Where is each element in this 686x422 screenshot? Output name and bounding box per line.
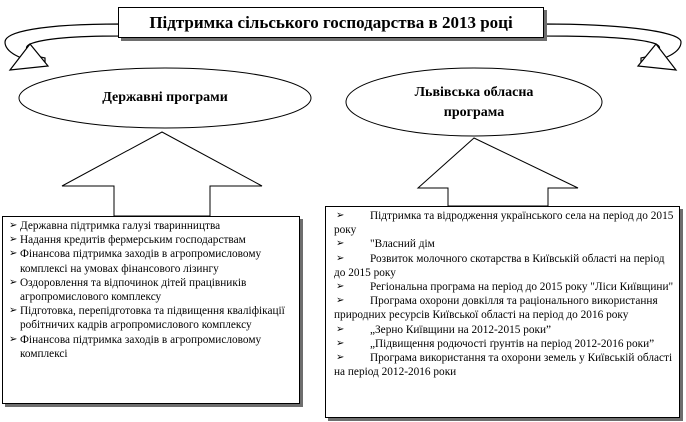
list-item <box>334 252 675 280</box>
diagram-title: Підтримка сільського господарства в 2013 році <box>118 7 544 38</box>
list-item <box>9 233 296 247</box>
list-item-text: Підготовка, перепідготовка та підвищення кваліфікації робітничих кадрів агропромислового комплексу <box>20 305 285 332</box>
regional-program-up-arrow <box>418 138 578 206</box>
list-item <box>9 304 296 332</box>
list-item <box>334 237 675 251</box>
list-item <box>334 323 675 337</box>
list-item-text: Підтримка та відродження українського села на період до 2015 року <box>334 210 674 237</box>
list-item <box>9 247 296 275</box>
list-item <box>334 351 675 379</box>
list-item-text: Програма охорони довкілля та раціонального використання природних ресурсів Київської області на період до 2016 року <box>334 295 658 322</box>
list-item <box>9 333 296 361</box>
list-item-text: Програма використання та охорони земель у Київській області на період 2012-2016 роки <box>334 352 673 379</box>
state-programs-list <box>9 219 296 361</box>
list-item-text: "Власний дім <box>370 238 435 251</box>
list-item <box>334 209 675 237</box>
list-item-text: Регіональна програма на період до 2015 року "Ліси Київщини" <box>370 281 674 294</box>
arrow-bullet-icon: ➢ <box>336 323 345 335</box>
arrow-bullet-icon: ➢ <box>9 234 18 246</box>
arrow-bullet-icon: ➢ <box>9 276 18 288</box>
list-item-text: Фінансова підтримка заходів в агропромисловому комплексі на умовах фінансового лізингу <box>20 248 262 275</box>
arrow-bullet-icon: ➢ <box>336 210 345 221</box>
list-item <box>334 337 675 351</box>
arrow-bullet-icon: ➢ <box>336 352 345 364</box>
state-programs-up-arrow <box>62 132 262 216</box>
arrow-bullet-icon: ➢ <box>336 238 345 250</box>
list-item-text: „Підвищення родючості ґрунтів на період 2012-2016 роки” <box>370 337 655 350</box>
list-item-text: Оздоровлення та відпочинок дітей працівників агропромислового комплексу <box>20 276 247 304</box>
list-item-text: „Зерно Київщини на 2012-2015 роки” <box>370 323 552 336</box>
list-item <box>334 294 675 322</box>
list-item-text: Розвиток молочного скотарства в Київській області на період до 2015 року <box>334 252 665 279</box>
regional-program-label: Львівська обласна програма <box>414 85 534 120</box>
arrow-bullet-icon: ➢ <box>9 305 18 317</box>
arrow-bullet-icon: ➢ <box>336 337 345 349</box>
list-item <box>9 219 296 233</box>
arrow-bullet-icon: ➢ <box>9 220 18 231</box>
list-item <box>334 280 675 294</box>
regional-programs-list-box <box>325 206 680 418</box>
arrow-bullet-icon: ➢ <box>336 252 345 264</box>
arrow-bullet-icon: ➢ <box>9 248 18 260</box>
list-item-text: Надання кредитів фермерським господарствам <box>20 234 246 247</box>
arrow-bullet-icon: ➢ <box>336 281 345 293</box>
state-programs-label: Державні програми <box>102 90 228 105</box>
list-item-text: Фінансова підтримка заходів в агропромисловому комплексі <box>20 333 262 360</box>
arrow-bullet-icon: ➢ <box>336 295 345 307</box>
list-item <box>9 276 296 304</box>
arrow-bullet-icon: ➢ <box>9 333 18 345</box>
list-item-text: Державна підтримка галузі тваринництва <box>20 220 221 232</box>
state-programs-list-box <box>2 216 300 404</box>
regional-programs-list <box>334 209 675 379</box>
